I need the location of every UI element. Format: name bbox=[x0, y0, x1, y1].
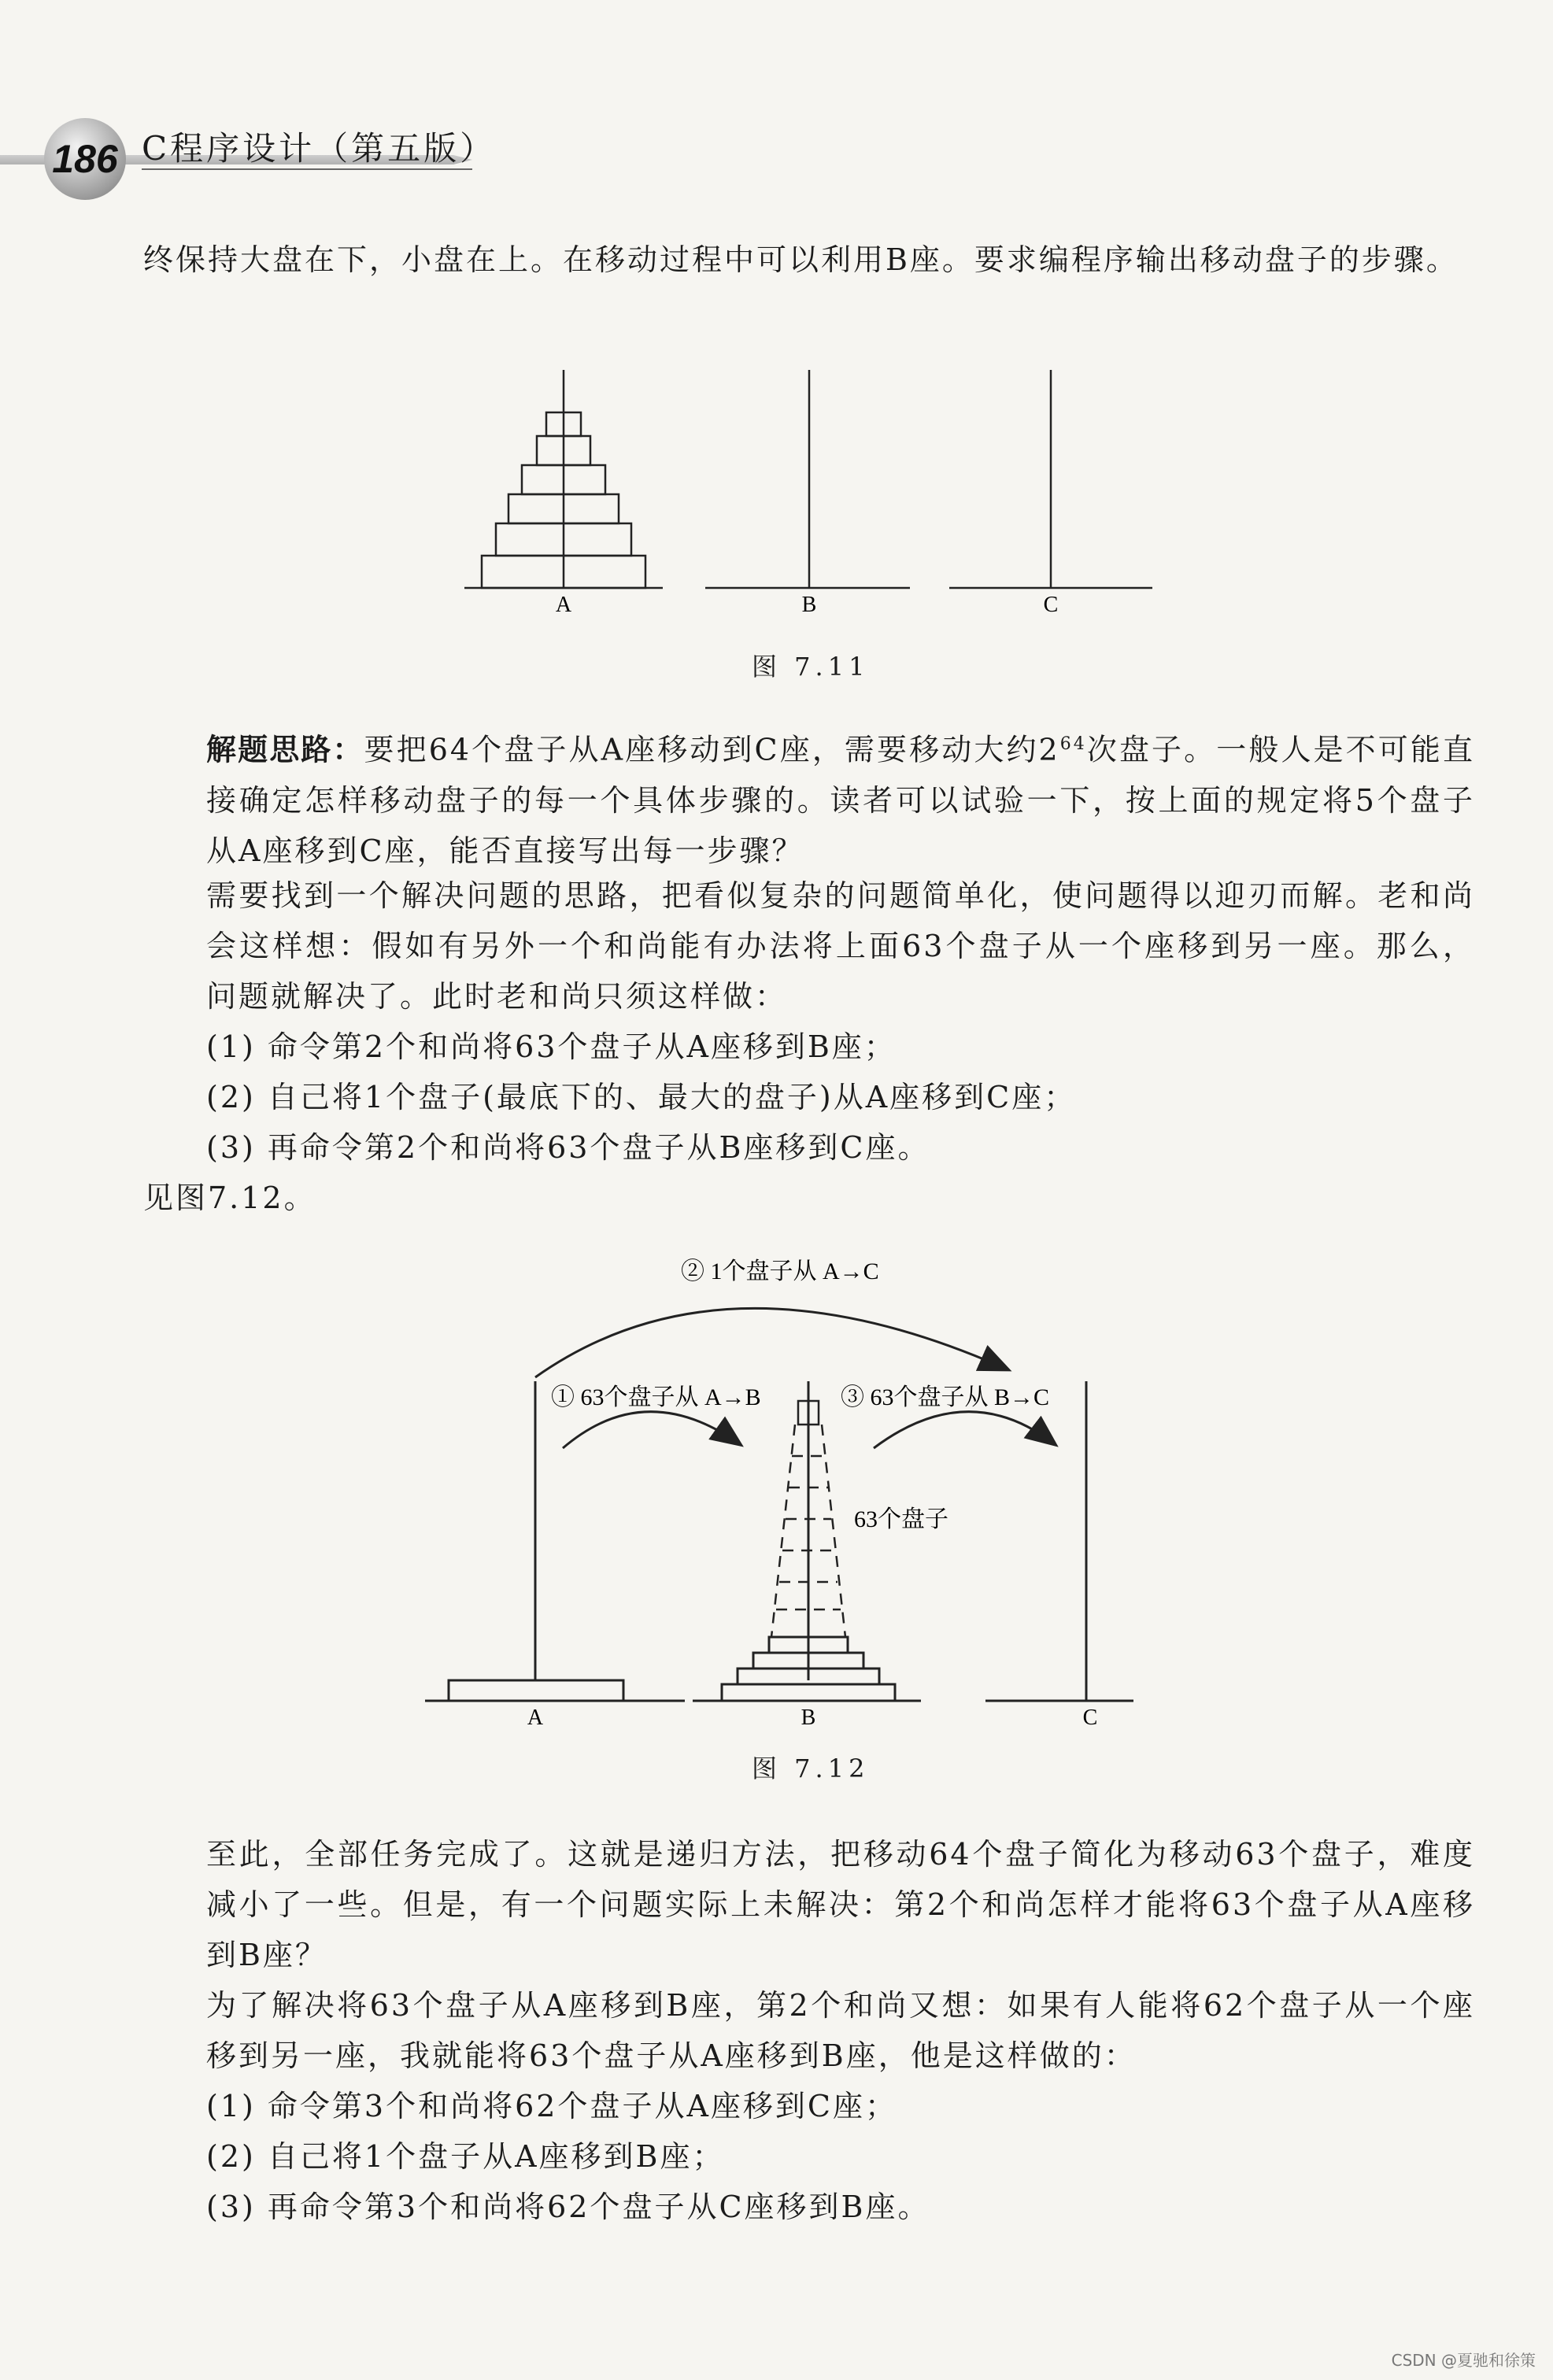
step-3: (3) 再命令第2个和尚将63个盘子从B座移到C座。 bbox=[206, 1130, 930, 1165]
paragraph-recursion: 至此，全部任务完成了。这就是递归方法，把移动64个盘子简化为移动63个盘子，难度减小了一些。但是，有一个问题实际上未解决：第2个和尚怎样才能将63个盘子从A座移到B座？ bbox=[206, 1837, 1475, 1972]
substep-2: (2) 自己将1个盘子从A座移到B座； bbox=[206, 2139, 725, 2174]
solution-text-a: 要把64个盘子从A座移动到C座，需要移动大约2 bbox=[364, 732, 1060, 767]
figure-7-12-caption: 图 7.12 bbox=[752, 1754, 870, 1783]
see-figure: 见图7.12。 bbox=[143, 1181, 316, 1215]
stack-label: 63个盘子 bbox=[854, 1506, 948, 1532]
solution-exponent: 64 bbox=[1059, 734, 1087, 754]
substep-3: (3) 再命令第3个和尚将62个盘子从C座移到B座。 bbox=[206, 2190, 930, 2224]
peg-a-label: A bbox=[555, 593, 572, 617]
figure-7-12 bbox=[425, 1244, 1196, 1739]
peg-c-label: C bbox=[1043, 593, 1059, 617]
paragraph-solution-idea bbox=[206, 719, 1475, 876]
step-2: (2) 自己将1个盘子(最底下的、最大的盘子)从A座移到C座； bbox=[206, 1080, 1077, 1114]
paragraph-continuation: 终保持大盘在下，小盘在上。在移动过程中可以利用B座。要求编程序输出移动盘子的步骤。 bbox=[143, 242, 1459, 277]
arrow-left-label: ① 63个盘子从 A→B bbox=[551, 1384, 761, 1410]
book-title: C程序设计（第五版） bbox=[142, 129, 497, 168]
arrow-top-label: ② 1个盘子从 A→C bbox=[681, 1258, 879, 1284]
peg-c-label-2: C bbox=[1082, 1706, 1098, 1730]
solution-label: 解题思路： bbox=[206, 732, 364, 767]
peg-a-label-2: A bbox=[527, 1706, 544, 1730]
header-underline bbox=[142, 168, 472, 170]
solution-text-b: 次盘子。一般人是不可能直接确定怎样移动盘子的每一个具体步骤的。读者可以试验一下，按上面的规定将5个盘子从A座移到C座，能否直接写出每一步骤？ bbox=[206, 732, 1475, 868]
peg-b-label: B bbox=[801, 593, 817, 617]
paragraph-second-monk: 为了解决将63个盘子从A座移到B座，第2个和尚又想：如果有人能将62个盘子从一个座移到另一座，我就能将63个盘子从A座移到B座，他是这样做的： bbox=[206, 1988, 1475, 2073]
step-1: (1) 命令第2个和尚将63个盘子从A座移到B座； bbox=[206, 1029, 897, 1064]
watermark: CSDN @夏驰和徐策 bbox=[1391, 2351, 1536, 2370]
figure-7-11-caption: 图 7.11 bbox=[752, 652, 870, 682]
paragraph-old-monk: 需要找到一个解决问题的思路，把看似复杂的问题简单化，使问题得以迎刃而解。老和尚会这样想：假如有另外一个和尚能有办法将上面63个盘子从一个座移到另一座。那么，问题就解决了。此时老和尚只须这样做： bbox=[206, 878, 1475, 1014]
peg-b-label-2: B bbox=[801, 1706, 816, 1730]
substep-1: (1) 命令第3个和尚将62个盘子从A座移到C座； bbox=[206, 2089, 897, 2123]
page-number: 186 bbox=[44, 118, 126, 200]
arrow-right-label: ③ 63个盘子从 B→C bbox=[841, 1384, 1050, 1410]
figure-7-11 bbox=[441, 362, 1165, 630]
